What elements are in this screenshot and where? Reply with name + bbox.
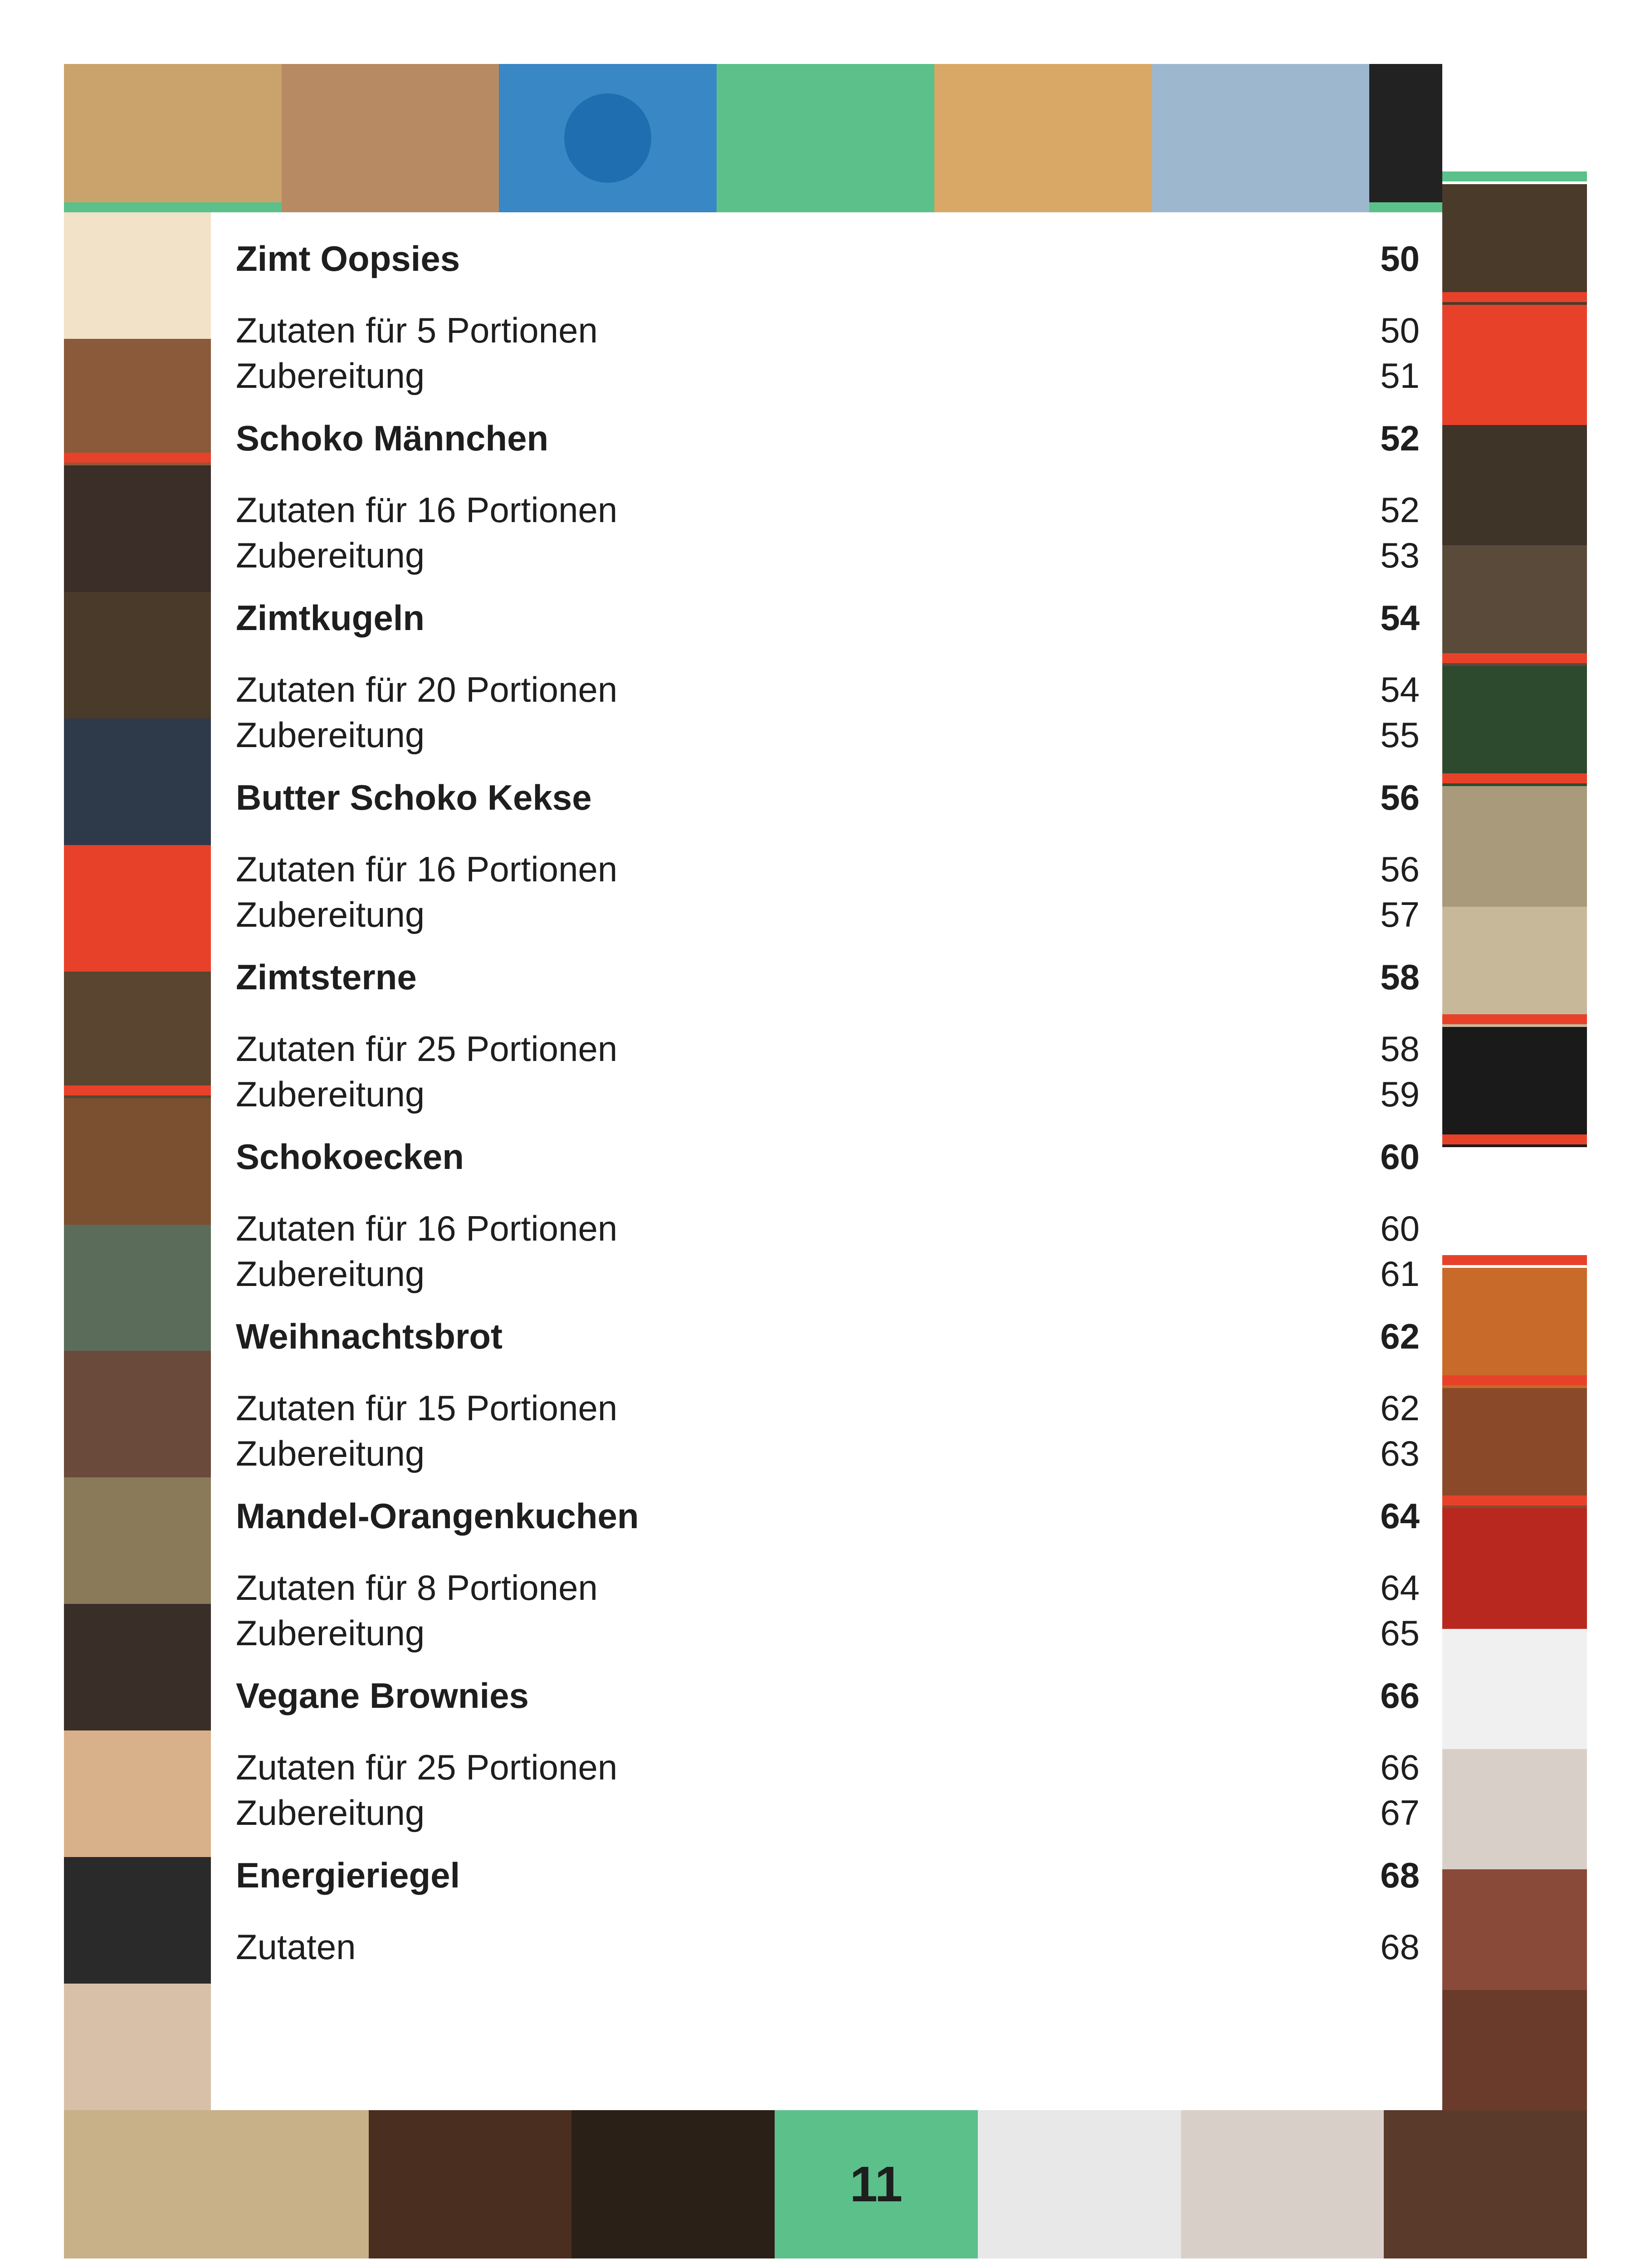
toc-sub-label: Zubereitung (236, 894, 425, 934)
toc-sub-entry[interactable] (236, 533, 1420, 578)
toc-recipe-title: Energieriegel (236, 1855, 460, 1895)
toc-recipe-entry[interactable] (236, 954, 1420, 1000)
toc-sub-label: Zutaten für 20 Portionen (236, 670, 618, 709)
cinnamon-stars-pine-photo (1442, 666, 1587, 786)
chocolate-crinkle-photo (1442, 1869, 1587, 1989)
toc-sub-label: Zutaten für 16 Portionen (236, 849, 618, 889)
bottom-photo-strip (64, 2110, 1587, 2258)
toc-sub-page: 61 (1380, 1254, 1420, 1294)
toc-sub-page: 54 (1380, 670, 1420, 709)
cocoa-cup-photo (64, 592, 211, 719)
almond-cake-photo (571, 2110, 775, 2258)
toc-sub-entry[interactable] (236, 1385, 1420, 1431)
toc-recipe-title: Weihnachtsbrot (236, 1316, 503, 1356)
toc-sub-page: 60 (1380, 1208, 1420, 1248)
toc-sub-page: 68 (1380, 1927, 1420, 1967)
iced-gingerbread-photo (1442, 1388, 1587, 1508)
table-of-contents (236, 236, 1420, 1987)
toc-section (236, 1673, 1420, 1835)
toc-sub-page: 64 (1380, 1568, 1420, 1608)
star-cookies-walnut-photo (1442, 425, 1587, 545)
toc-sub-label: Zutaten für 25 Portionen (236, 1029, 618, 1069)
toc-recipe-entry[interactable] (236, 415, 1420, 461)
toc-sub-entry[interactable] (236, 1431, 1420, 1476)
toc-recipe-page: 64 (1380, 1496, 1420, 1536)
toc-section (236, 1853, 1420, 1970)
brownies-photo (1442, 1268, 1587, 1388)
toc-sub-label: Zutaten für 16 Portionen (236, 490, 618, 530)
orange-cake-photo (1442, 1508, 1587, 1628)
toc-sub-page: 66 (1380, 1747, 1420, 1787)
gingerbread-star-photo (1384, 2110, 1587, 2258)
toc-sub-page: 55 (1380, 715, 1420, 755)
dough-photo (64, 1477, 211, 1604)
toc-recipe-entry[interactable] (236, 775, 1420, 820)
snowballs-top-photo (1442, 64, 1587, 184)
toc-sub-entry[interactable] (236, 1790, 1420, 1835)
chocolate-squares-photo (1442, 1147, 1587, 1267)
toc-recipe-page: 68 (1380, 1855, 1420, 1895)
nut-cookies-photo (1442, 1749, 1587, 1869)
toc-sub-page: 58 (1380, 1029, 1420, 1069)
hot-chocolate-photo (1442, 545, 1587, 665)
crinkle-cookies-photo (1442, 1990, 1587, 2110)
toc-sub-page: 65 (1380, 1613, 1420, 1653)
toc-sub-label: Zutaten für 8 Portionen (236, 1568, 598, 1608)
toc-sub-page: 56 (1380, 849, 1420, 889)
toc-sub-label: Zubereitung (236, 1433, 425, 1473)
toc-recipe-title: Butter Schoko Kekse (236, 777, 592, 817)
toc-section (236, 1134, 1420, 1296)
toc-recipe-page: 62 (1380, 1316, 1420, 1356)
toc-sub-label: Zutaten für 15 Portionen (236, 1388, 618, 1428)
gingerbread-man-photo (934, 64, 1152, 212)
toc-recipe-entry[interactable] (236, 1493, 1420, 1539)
toc-sub-entry[interactable] (236, 1610, 1420, 1656)
toc-recipe-entry[interactable] (236, 1314, 1420, 1359)
right-photo-strip (1442, 64, 1587, 2110)
toc-sub-page: 63 (1380, 1433, 1420, 1473)
toc-sub-entry[interactable] (236, 1251, 1420, 1296)
toc-sub-entry[interactable] (236, 1206, 1420, 1251)
mulled-wine-photo (1442, 1629, 1587, 1749)
toc-sub-entry[interactable] (236, 1071, 1420, 1117)
toc-section (236, 236, 1420, 398)
toc-recipe-entry[interactable] (236, 1134, 1420, 1179)
toc-recipe-title: Vegane Brownies (236, 1676, 529, 1716)
toc-sub-label: Zubereitung (236, 535, 425, 575)
toc-sub-entry[interactable] (236, 667, 1420, 712)
chocolate-oat-cookie-photo (1442, 907, 1587, 1027)
crescents-photo (1181, 2110, 1384, 2258)
star-stack-photo (64, 1604, 211, 1730)
cookie-tree-photo (64, 339, 211, 465)
top-photo-strip (64, 64, 1587, 212)
toc-recipe-page: 60 (1380, 1137, 1420, 1177)
star-cookies-photo (1152, 64, 1370, 212)
left-photo-strip (64, 212, 211, 2110)
toc-sub-label: Zubereitung (236, 715, 425, 755)
toc-sub-page: 62 (1380, 1388, 1420, 1428)
star-cookies-dark-photo (64, 465, 211, 592)
bread-slices-photo (64, 2110, 369, 2258)
toc-sub-entry[interactable] (236, 353, 1420, 398)
toc-sub-page: 52 (1380, 490, 1420, 530)
toc-sub-page: 50 (1380, 310, 1420, 350)
toc-recipe-entry[interactable] (236, 1853, 1420, 1898)
toc-sub-label: Zutaten für 25 Portionen (236, 1747, 618, 1787)
toc-sub-label: Zutaten für 5 Portionen (236, 310, 598, 350)
cookie-plate-photo (499, 64, 717, 212)
toc-sub-label: Zubereitung (236, 1254, 425, 1294)
snowman-cookies-photo (64, 1225, 211, 1351)
toc-section (236, 415, 1420, 578)
oat-cookies-photo (978, 2110, 1181, 2258)
page-number-tile (775, 2110, 978, 2258)
gingerbread-photo (64, 64, 282, 212)
toc-recipe-title: Zimt Oopsies (236, 239, 460, 279)
toc-recipe-title: Zimtsterne (236, 957, 417, 997)
toc-section (236, 1314, 1420, 1476)
toc-sub-label: Zubereitung (236, 1613, 425, 1653)
chef-illustration (717, 64, 934, 212)
toc-recipe-page: 54 (1380, 598, 1420, 638)
toc-sub-entry[interactable] (236, 892, 1420, 937)
crescents-board-photo (64, 719, 211, 845)
cinnamon-stars-photo (64, 1098, 211, 1225)
page-number: 11 (849, 2156, 903, 2212)
toc-sub-page: 59 (1380, 1074, 1420, 1114)
toc-sub-label: Zutaten (236, 1927, 356, 1967)
toc-sub-label: Zubereitung (236, 356, 425, 396)
toc-sub-entry[interactable] (236, 308, 1420, 353)
toc-section (236, 1493, 1420, 1656)
toc-sub-entry[interactable] (236, 846, 1420, 892)
toc-section (236, 775, 1420, 937)
toc-recipe-page: 56 (1380, 777, 1420, 817)
toc-recipe-page: 50 (1380, 239, 1420, 279)
donut-photo (64, 212, 211, 339)
toc-section (236, 954, 1420, 1117)
chocolate-chip-cookies-photo (64, 845, 211, 972)
toc-sub-label: Zubereitung (236, 1074, 425, 1114)
toc-recipe-page: 58 (1380, 957, 1420, 997)
toc-recipe-title: Schoko Männchen (236, 418, 549, 458)
coconut-macaroon-photo (1442, 305, 1587, 425)
green-cookies-photo (1442, 786, 1587, 906)
vanilla-crescents-photo (282, 64, 499, 212)
toc-recipe-entry[interactable] (236, 1673, 1420, 1718)
roasted-almonds-photo (64, 1730, 211, 1857)
toc-sub-label: Zutaten für 16 Portionen (236, 1208, 618, 1248)
toc-recipe-title: Schokoecken (236, 1137, 464, 1177)
toc-list (236, 236, 1420, 1970)
toc-recipe-entry[interactable] (236, 595, 1420, 640)
toc-sub-entry[interactable] (236, 712, 1420, 758)
toc-recipe-title: Mandel-Orangenkuchen (236, 1496, 639, 1536)
toc-sub-entry[interactable] (236, 1026, 1420, 1071)
toc-sub-label: Zubereitung (236, 1793, 425, 1833)
toc-recipe-title: Zimtkugeln (236, 598, 425, 638)
muffins-photo (369, 2110, 572, 2258)
energy-bars-photo (64, 1857, 211, 1984)
toc-sub-page: 57 (1380, 894, 1420, 934)
toc-sub-entry[interactable] (236, 1565, 1420, 1610)
toc-recipe-entry[interactable] (236, 236, 1420, 281)
chocolate-cake-photo (64, 1351, 211, 1477)
toc-sub-page: 51 (1380, 356, 1420, 396)
toc-section (236, 595, 1420, 758)
cocoa-spoon-photo (1442, 184, 1587, 304)
toc-sub-page: 67 (1380, 1793, 1420, 1833)
toc-sub-page: 53 (1380, 535, 1420, 575)
toc-sub-entry[interactable] (236, 1745, 1420, 1790)
tree-cookie-dark-photo (1442, 1027, 1587, 1147)
toc-recipe-page: 52 (1380, 418, 1420, 458)
toc-sub-entry[interactable] (236, 487, 1420, 533)
linzer-cookies-photo (64, 972, 211, 1098)
cinnamon-roll-photo (64, 1984, 211, 2110)
toc-sub-entry[interactable] (236, 1924, 1420, 1970)
toc-recipe-page: 66 (1380, 1676, 1420, 1716)
